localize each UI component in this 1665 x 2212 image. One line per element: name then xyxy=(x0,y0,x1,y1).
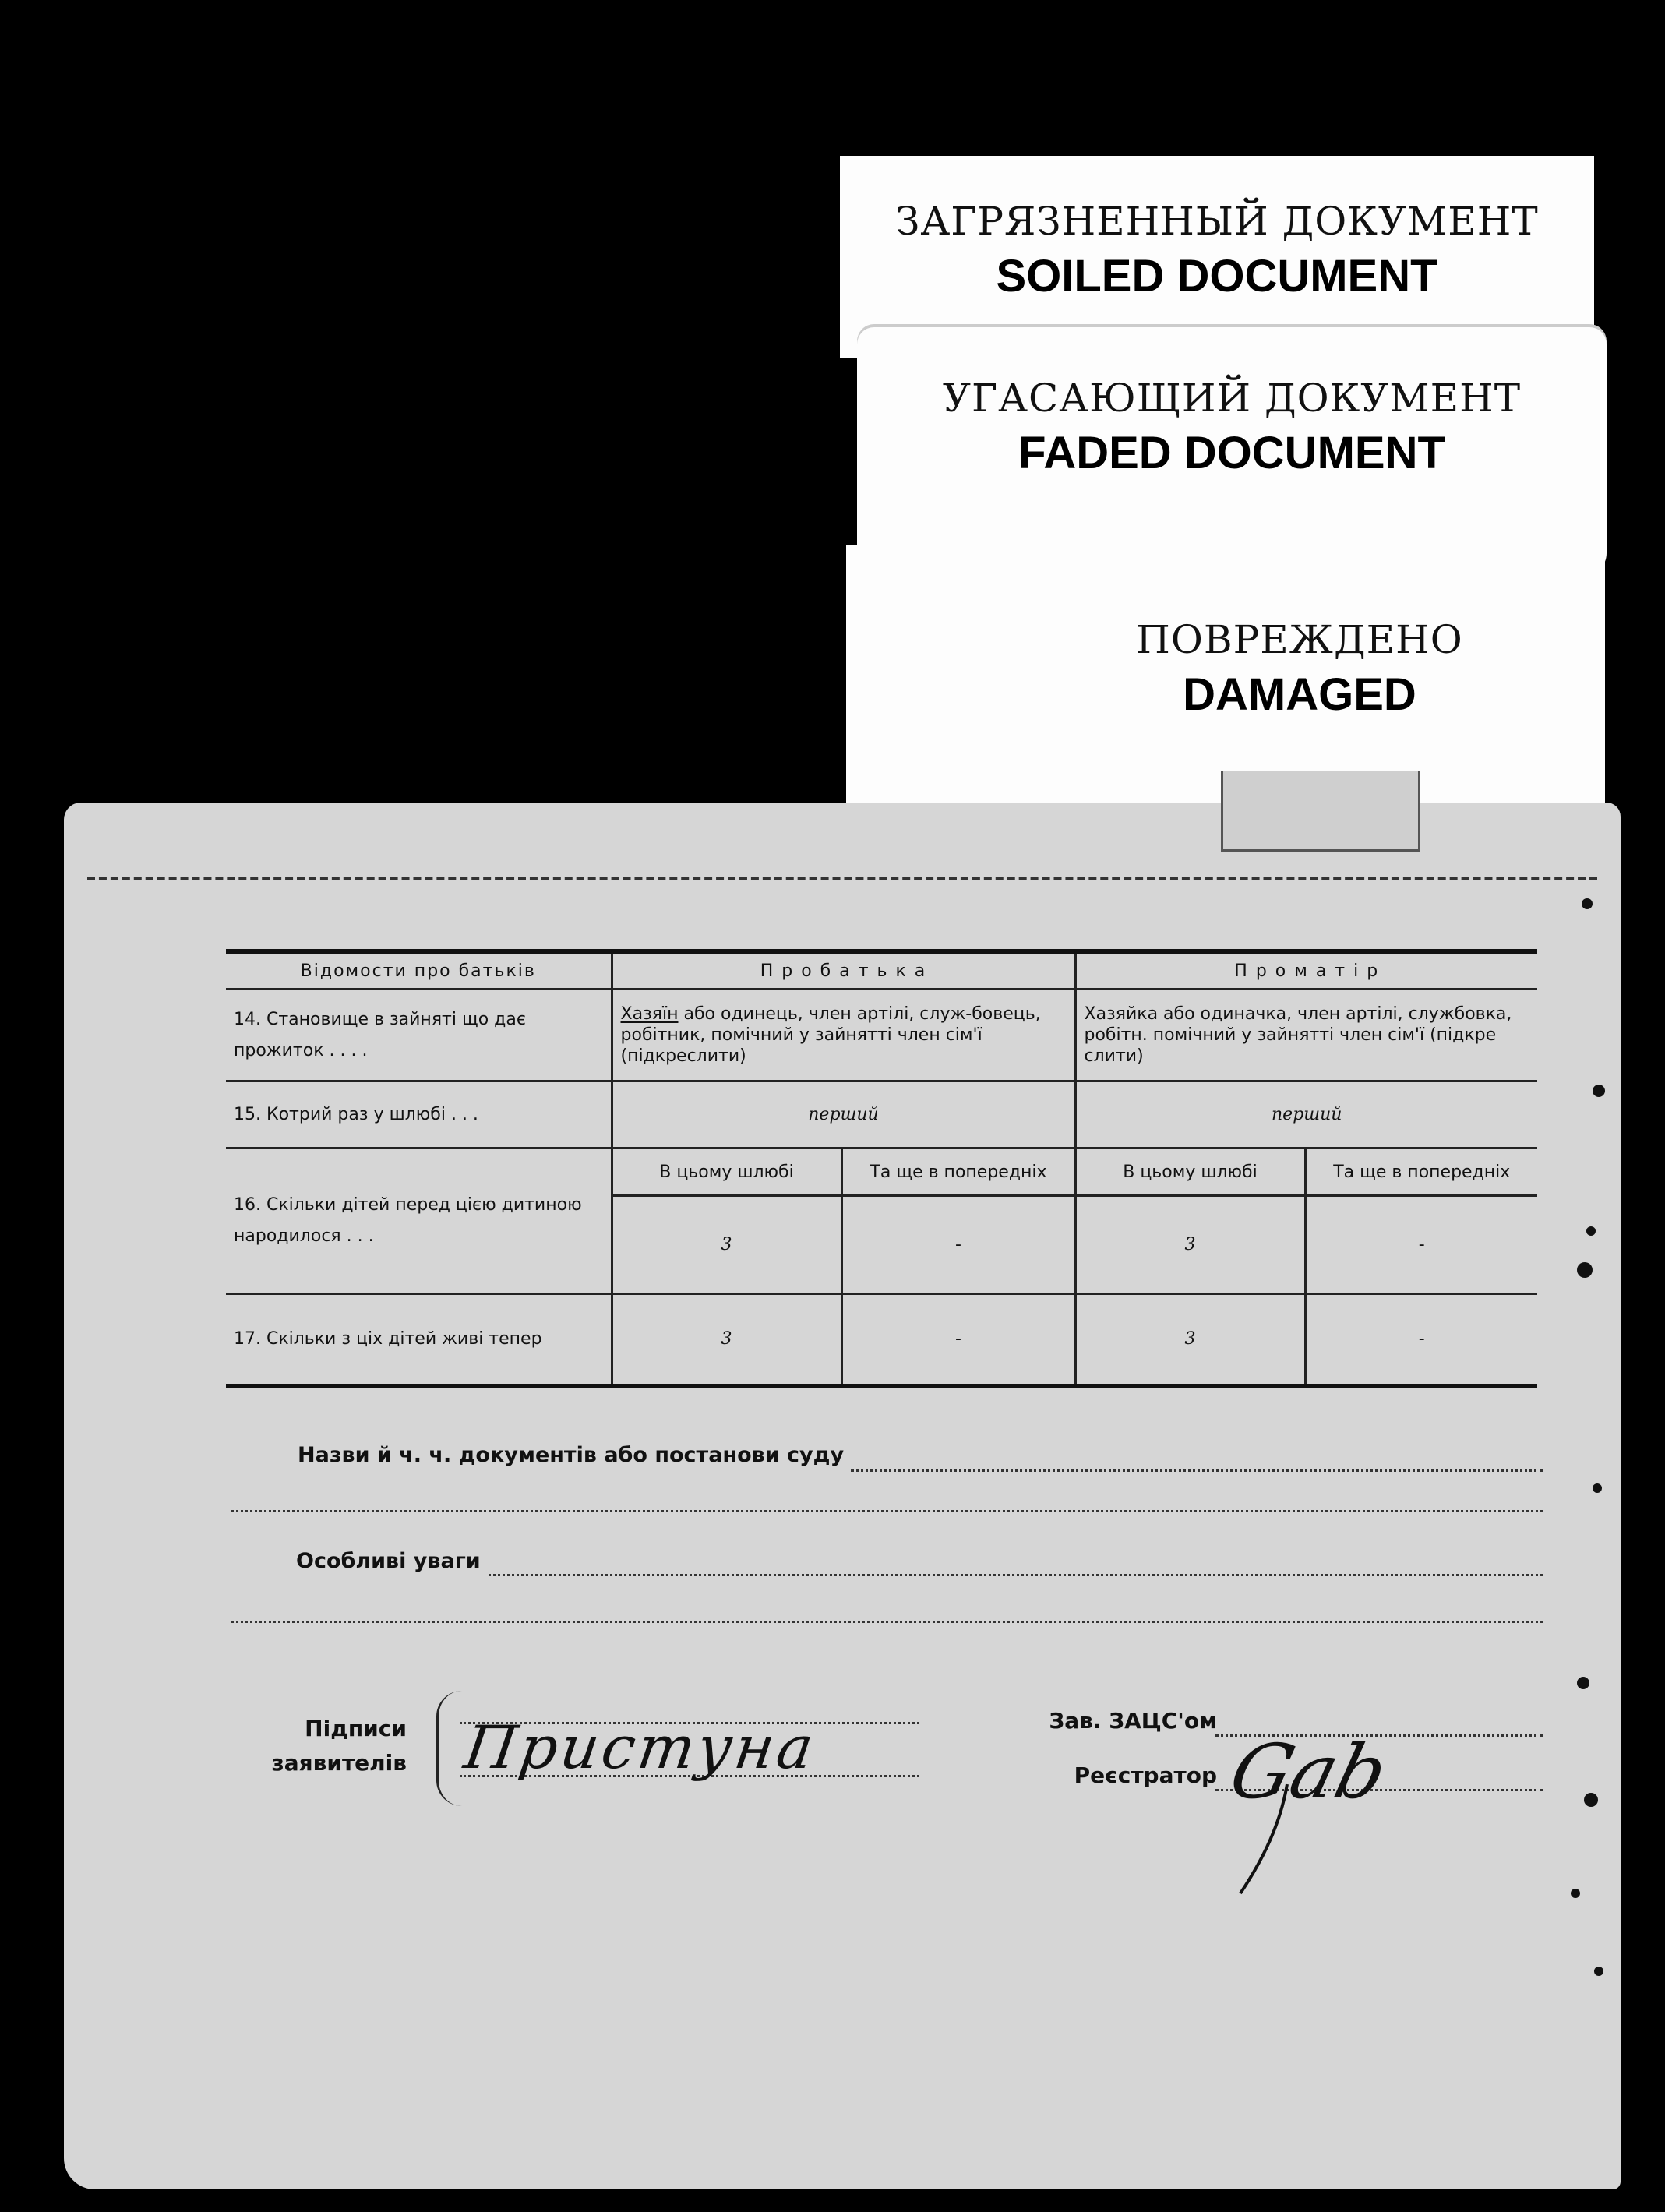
perforation-line xyxy=(87,877,1597,880)
header-mother: П р о м а т і р xyxy=(1075,951,1537,990)
applicants-label-1: Підписи xyxy=(305,1716,407,1741)
soiled-label-en: SOILED DOCUMENT xyxy=(996,251,1438,302)
q14-father xyxy=(612,990,1075,1081)
registrar-signature-flourish xyxy=(1233,1776,1326,1901)
remarks-field-line-2[interactable] xyxy=(231,1621,1543,1623)
q16-father-prev: - xyxy=(841,1196,1075,1294)
soiled-label-ru: ЗАГРЯЗНЕННЫЙ ДОКУМЕНТ xyxy=(895,199,1539,244)
q15-father-handwritten: перший xyxy=(612,1081,1075,1148)
q16-father-this: 3 xyxy=(612,1196,841,1294)
documents-field[interactable] xyxy=(851,1469,1543,1472)
applicant-signature: Пристуна xyxy=(460,1713,821,1782)
documents-field-line-2[interactable] xyxy=(231,1510,1543,1512)
registrar-label: Реєстратор xyxy=(1074,1762,1217,1788)
parents-table xyxy=(226,949,1537,1388)
q16-mother-prev: - xyxy=(1305,1196,1537,1294)
remarks-label: Особливі уваги xyxy=(296,1549,481,1573)
q14-father-underlined: Хазяїн xyxy=(620,1004,679,1024)
q15-label: 15. Котрий раз у шлюбі . . . xyxy=(226,1081,612,1148)
q14-label: 14. Становище в зайняті що дає прожиток . . . . xyxy=(226,990,612,1081)
damaged-label-en: DAMAGED xyxy=(1183,669,1416,720)
subheader-mother-this: В цьому шлюбі xyxy=(1075,1148,1305,1196)
applicants-label-2: заявителів xyxy=(271,1750,407,1776)
q15-mother-handwritten: перший xyxy=(1075,1081,1537,1148)
q14-mother: Хазяйка або одиначка, член артілі, службовка, робітн. помічний у зайнятті член сім'ї (підкре слити) xyxy=(1075,990,1537,1081)
applicants-brace xyxy=(436,1691,462,1806)
subheader-father-this: В цьому шлюбі xyxy=(612,1148,841,1196)
q17-mother-this: 3 xyxy=(1075,1294,1305,1386)
header-father: П р о б а т ь к а xyxy=(612,951,1075,990)
edge-damage-marks xyxy=(1513,865,1614,2111)
remarks-field[interactable] xyxy=(489,1574,1543,1576)
paper-tab xyxy=(1221,771,1420,852)
damaged-label-ru: ПОВРЕЖДЕНО xyxy=(1136,617,1463,662)
subheader-father-prev: Та ще в попередніх xyxy=(841,1148,1075,1196)
registrar-signature: Gab xyxy=(1222,1728,1396,1815)
header-parents-info: Відомости про батьків xyxy=(226,951,612,990)
head-label: Зав. ЗАЦС'ом xyxy=(1049,1708,1217,1734)
damaged-document-label xyxy=(846,545,1605,803)
faded-document-label xyxy=(857,327,1607,577)
subheader-mother-prev: Та ще в попередніх xyxy=(1305,1148,1537,1196)
q16-mother-this: 3 xyxy=(1075,1196,1305,1294)
form-card xyxy=(64,803,1621,2189)
q16-label: 16. Скільки дітей перед цією дитиною народилося . . . xyxy=(226,1148,612,1294)
q17-father-this: 3 xyxy=(612,1294,841,1386)
q17-label: 17. Скільки з ціх дітей живі тепер xyxy=(226,1294,612,1386)
q17-father-prev: - xyxy=(841,1294,1075,1386)
q14-father-rest: або одинець, член артілі, служ-бовець, робітник, помічний у зайнятті член сім'ї (підкреслити) xyxy=(620,1004,1041,1066)
faded-label-ru: УГАСАЮЩИЙ ДОКУМЕНТ xyxy=(942,376,1522,421)
faded-label-en: FADED DOCUMENT xyxy=(1018,428,1445,478)
documents-label: Назви й ч. ч. документів або постанови суду xyxy=(298,1443,845,1467)
q17-mother-prev: - xyxy=(1305,1294,1537,1386)
